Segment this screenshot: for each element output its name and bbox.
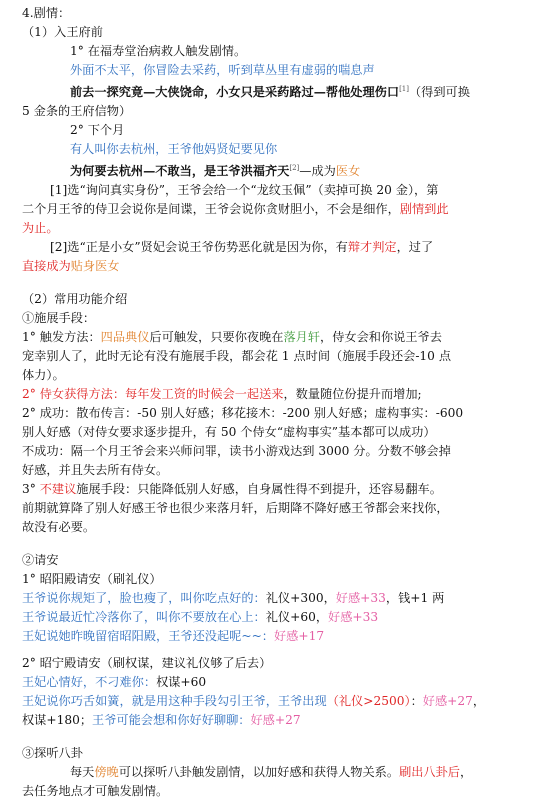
zhaoyang-outcome-3 — [22, 627, 538, 646]
zhaoning-outcome-3-favor: 好感+27 — [250, 713, 301, 728]
zhaoning-outcome-2-comma: ， — [472, 694, 486, 709]
schemes-trigger-line-2: 宠幸别人了，此时无论有没有施展手段，都会花 1 点时间（施展手段还会-10 点 — [22, 349, 452, 364]
schemes-advice-line-3: 故没有必要。 — [22, 520, 96, 535]
personal-doctor: 贴身医女 — [70, 259, 120, 274]
zhaoning-outcome-3-text: 王爷可能会想和你好好聊聊： — [92, 713, 251, 728]
schemes-trigger-label: 1° 触发方法： — [22, 330, 101, 345]
subsection-title-before-palace: （1）入王府前 — [22, 25, 103, 39]
footnote-ref-1[interactable]: [1] — [399, 85, 409, 93]
topic-greeting: ②请安 — [22, 553, 59, 568]
plot-item-2: 2° 下个月 — [70, 123, 125, 138]
topic-schemes: ①施展手段： — [22, 311, 96, 326]
footnote-1-line-1: [1]选“询问真实身份”，王爷会给一个“龙纹玉佩”（卖掉可换 20 金），第 — [50, 183, 439, 198]
etiquette-requirement: （礼仪>2500） — [326, 694, 411, 709]
maid-source-red: 2° 侍女获得方法：每年发工资的时候会一起送来 — [22, 387, 284, 402]
section-heading: 4.剧情： — [22, 6, 71, 20]
schemes-success-line-1: 2° 成功：散布传言：-50 别人好感；移花接木：-200 别人好感；虚构事实：-600 — [22, 406, 464, 421]
schemes-fail-line-1: 不成功：隔一个月王爷会来兴师问罪，读书小游戏达到 3000 分。分数不够会掉 — [22, 444, 451, 459]
schemes-advice — [22, 480, 538, 499]
zhaoyang-outcome-3-text: 王妃说她昨晚留宿昭阳殿，王爷还没起呢~~： — [22, 629, 274, 644]
rank-required: 四品典仪 — [100, 330, 150, 345]
gossip-line-1 — [22, 763, 538, 782]
plot-choice-2-bold: 为何要去杭州—不敢当，是王爷洪福齐天 — [70, 164, 290, 179]
schemes-advice-num: 3° — [22, 482, 40, 497]
maid-source-tail: ，数量随位份提升而增加; — [283, 387, 422, 402]
footnote-2-line-1 — [22, 238, 538, 257]
zhaoning-outcome-1-text: 王妃心情好，不刁难你： — [22, 675, 157, 690]
zhaoyang-outcome-1-favor: 好感+33 — [335, 591, 386, 606]
schemes-trigger-text-2: ，侍女会和你说王爷去 — [320, 330, 442, 345]
footnote-1-red: 剧情到此 — [399, 202, 449, 217]
zhaoning-outcome-2-favor: 好感+27 — [422, 694, 473, 709]
zhaoning-outcome-2-text: 王妃说你巧舌如簧，就是用这种手段勾引王爷，王爷出现 — [22, 694, 327, 709]
schemes-trigger-line-3: 体力）。 — [22, 368, 65, 383]
plot-choice-1-tail: （得到可换 — [408, 85, 470, 100]
footnote-2-line-2 — [22, 257, 538, 276]
zhaoyang-outcome-1 — [22, 589, 538, 608]
footnote-1-text: 二个月王爷的侍卫会说你是间谍，王爷会说你贪财胆小，不会是细作， — [22, 202, 400, 217]
schemes-success-line-2: 别人好感（对侍女要求逐步提升，有 50 个侍女“虚构事实”基本都可以成功） — [22, 425, 436, 440]
zhaoyang-outcome-2 — [22, 608, 538, 627]
footnote-2-red: 直接成为 — [22, 259, 71, 274]
zhaoyang-outcome-1-money: ，钱+1 两 — [385, 591, 445, 606]
greeting-zhaoyang: 1° 昭阳殿请安（刷礼仪） — [22, 572, 162, 587]
footnote-ref-2[interactable]: [2] — [289, 164, 300, 173]
zhaoyang-outcome-3-favor: 好感+17 — [274, 629, 325, 644]
zhaoning-outcome-1-scheme: 权谋+60 — [156, 675, 207, 690]
topic-gossip: ③探听八卦 — [22, 746, 83, 761]
plot-choice-2 — [22, 159, 538, 181]
zhaoyang-outcome-2-text: 王爷说最近忙冷落你了，叫你不要放在心上： — [22, 610, 266, 625]
plot-dialogue-1: 外面不太平，你冒险去采药，听到草丛里有虚弱的喘息声 — [70, 63, 375, 77]
schemes-fail-line-2: 好感，并且失去所有侍女。 — [22, 463, 169, 478]
schemes-trigger-text: 后可触发，只要你夜晚在 — [149, 330, 284, 345]
plot-choice-1-tail-2: 5 金条的王府信物） — [22, 104, 132, 119]
zhaoyang-outcome-1-etiquette: 礼仪+300， — [265, 591, 336, 606]
gossip-text: 可以探听八卦触发剧情，以加好感和获得人物关系。 — [118, 765, 400, 780]
zhaoyang-outcome-2-etiquette: 礼仪+60， — [265, 610, 329, 625]
gossip-daily: 每天 — [70, 765, 95, 780]
footnote-2-tail: ，过了 — [396, 240, 434, 255]
zhaoyang-outcome-1-text: 王爷说你规矩了，脸也瘦了，叫你吃点好的： — [22, 591, 266, 606]
zhaoning-outcome-2-colon: ： — [410, 694, 423, 709]
footnote-1-line-3: 为止。 — [22, 221, 59, 236]
eloquence-check: 辩才判定 — [347, 240, 397, 255]
zhaoning-outcome-3-scheme: 权谋+180； — [22, 713, 93, 728]
gossip-comma: ， — [460, 765, 473, 780]
footnote-2-text: [2]选“正是小女”贤妃会说王爷伤势恶化就是因为你，有 — [50, 240, 348, 255]
zhaoyang-outcome-2-favor: 好感+33 — [328, 610, 379, 625]
plot-dialogue-2: 有人叫你去杭州，王爷他妈贤妃要见你 — [70, 142, 278, 157]
gossip-red: 刷出八卦后 — [399, 765, 460, 780]
plot-choice-1-bold: 前去一探究竟—大侠饶命，小女只是采药路过—帮他处理伤口 — [70, 85, 400, 100]
zhaoning-outcome-3 — [22, 711, 538, 730]
footnote-1-line-2 — [22, 200, 538, 219]
location-luoyue: 落月轩 — [283, 330, 321, 345]
schemes-advice-text: 施展手段：只能降低别人好感，自身属性得不到提升，还容易翻车。 — [76, 482, 442, 497]
not-recommended: 不建议 — [39, 482, 77, 497]
greeting-zhaoning: 2° 昭宁殿请安（刷权谋，建议礼仪够了后去） — [22, 656, 272, 671]
subsection-title-functions: （2）常用功能介绍 — [22, 292, 128, 307]
zhaoning-outcome-1 — [22, 673, 538, 692]
gossip-evening: 傍晚 — [94, 765, 119, 780]
zhaoning-outcome-2 — [22, 692, 538, 711]
plot-item-1: 1° 在福寿堂治病救人触发剧情。 — [70, 44, 247, 58]
schemes-trigger — [22, 328, 538, 347]
plot-choice-2-tail: —成为 — [299, 164, 336, 179]
plot-choice-1 — [22, 80, 538, 102]
maid-source — [22, 385, 538, 404]
doctor-role: 医女 — [335, 164, 361, 179]
gossip-line-2: 去任务地点才可触发剧情。 — [22, 784, 169, 799]
schemes-advice-line-2: 前期就算降了别人好感王爷也很少来落月轩，后期降不降好感王爷都会来找你， — [22, 501, 449, 516]
